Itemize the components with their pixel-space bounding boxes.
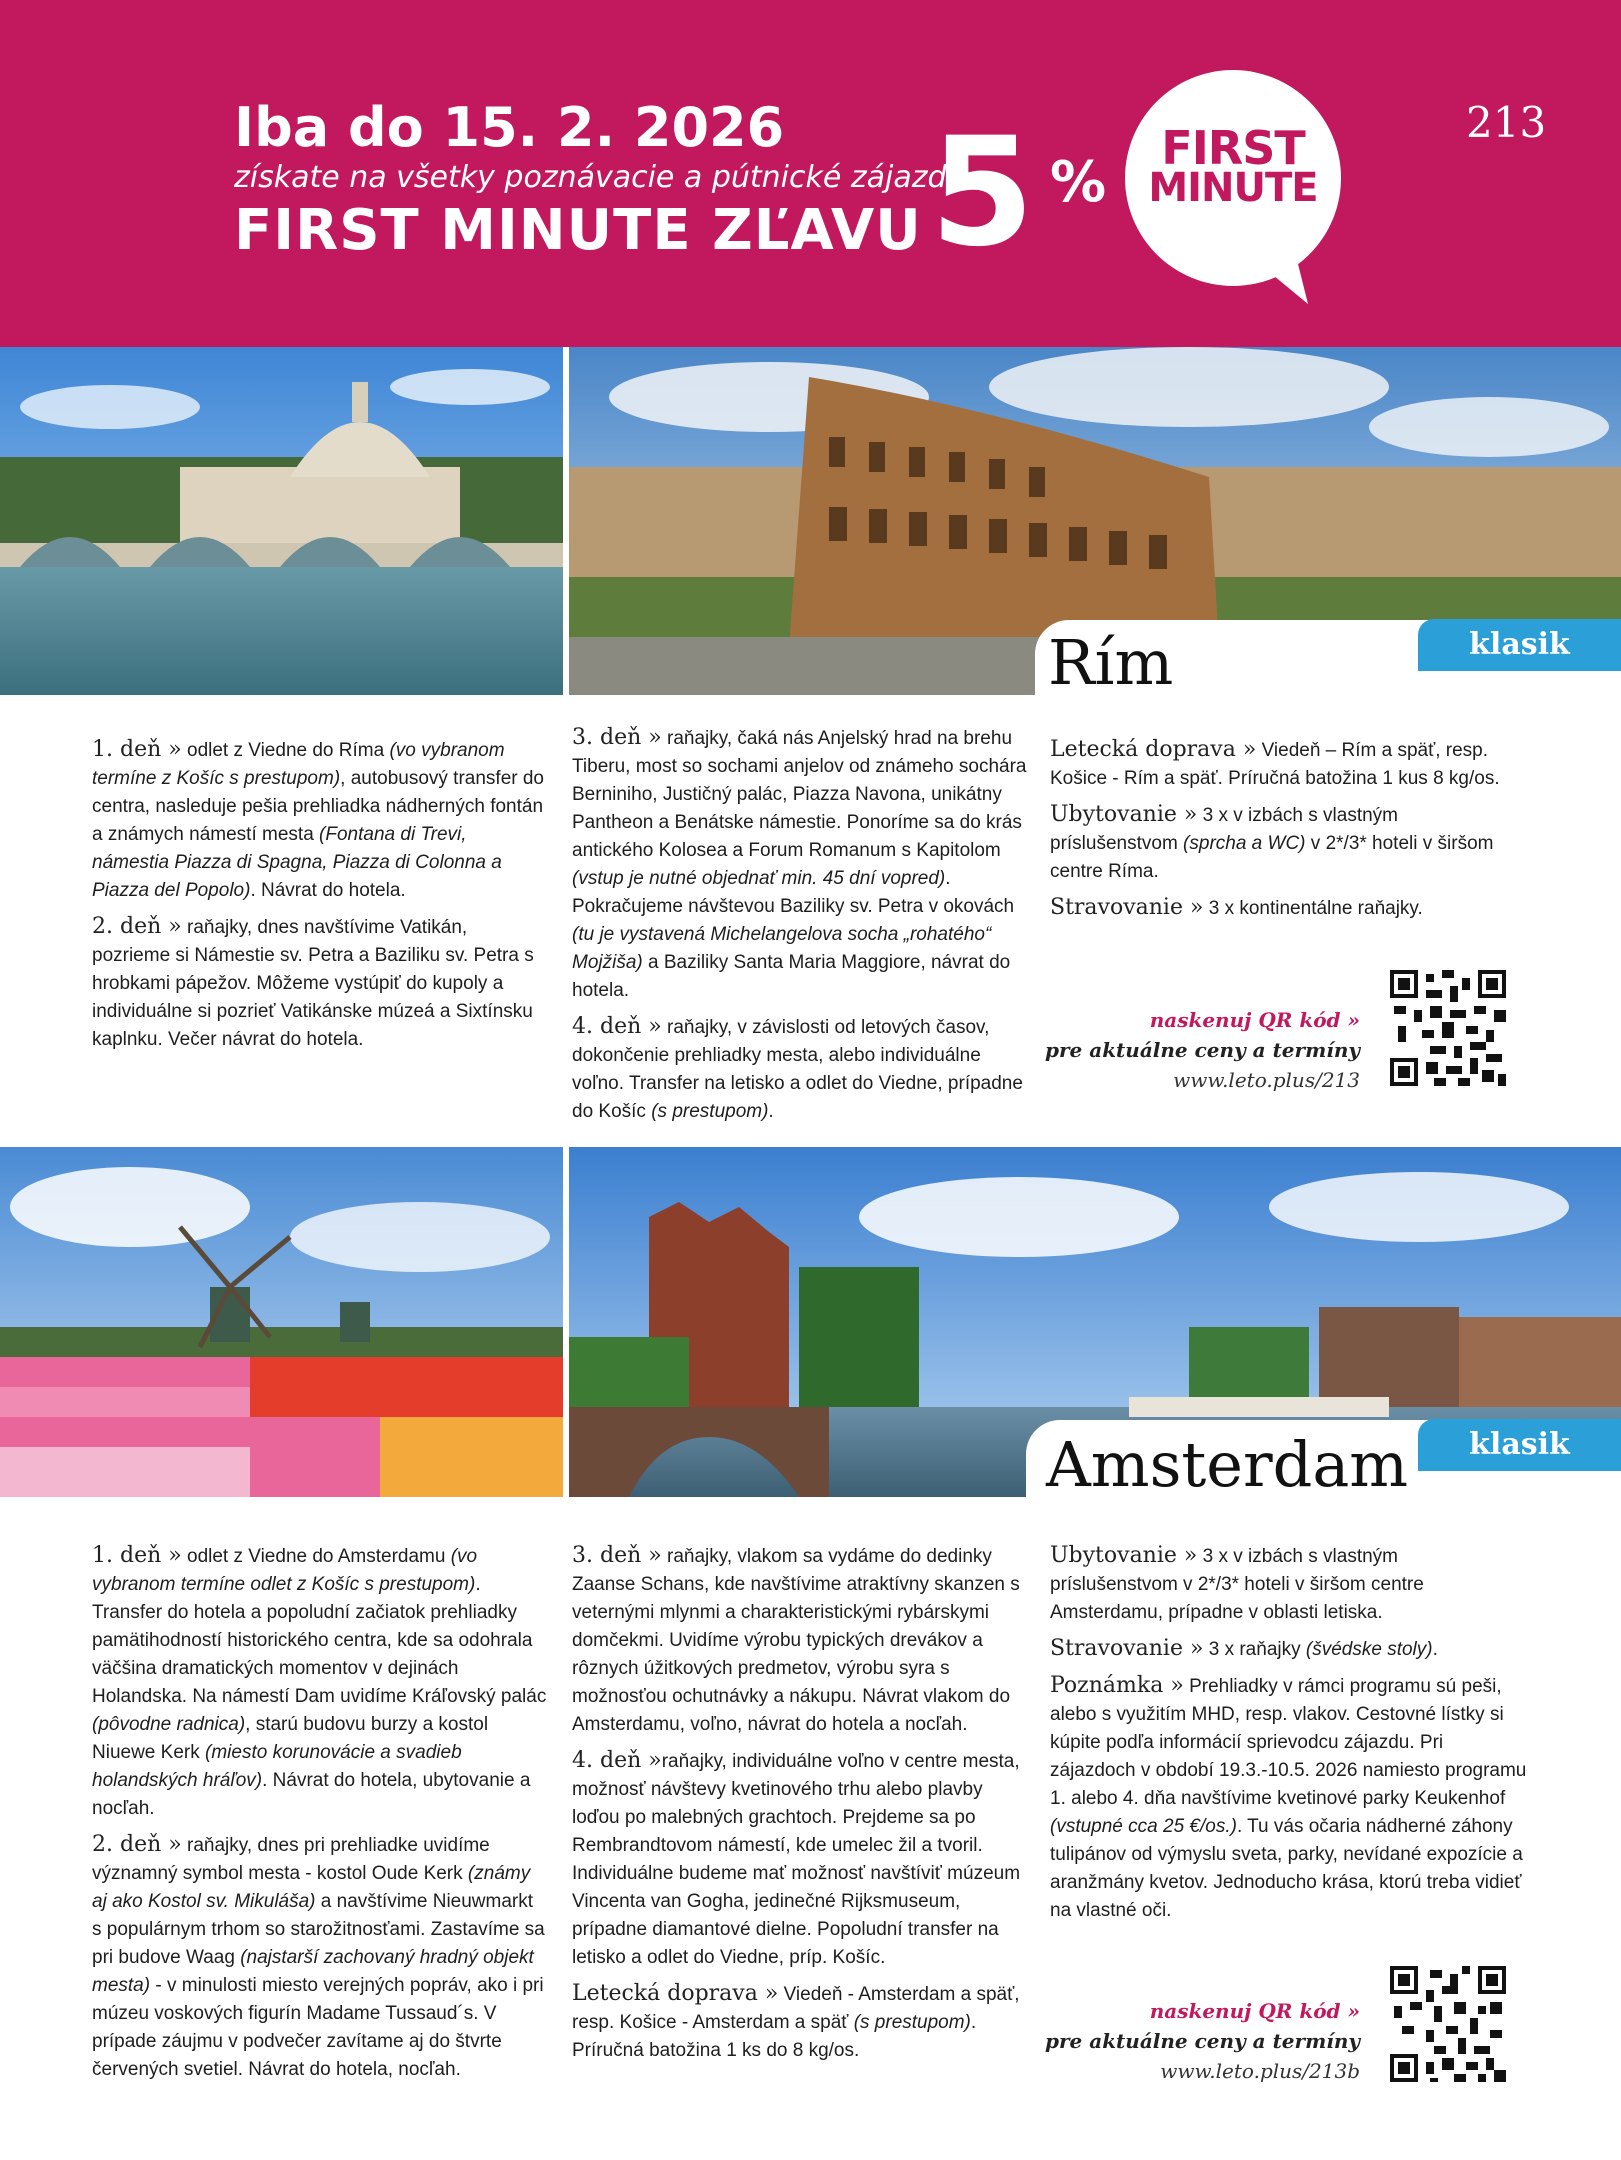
- rim-day2: 2. deň » raňajky, dnes navštívime Vatikán, pozrieme si Námestie sv. Petra a Baziliku sv. Petra s hrobkami pápežov. Môžeme vystúpiť do kupoly a individuálne si pozrieť Vatikánske múzeá a Sixtínsku kaplnku. Večer návrat do hotela.: [92, 914, 534, 1050]
- amsterdam-day3: 3. deň » raňajky, vlakom sa vydáme do dedinky Zaanse Schans, kde navštívime atraktívny skanzen s veternými mlynmi a charakteristickými rybárskymi domčekmi. Uvidíme výrobu typických drevákov a rôznych úžitkových predmetov, výrobu syra s možnosťou ochutnávky a nákupu. Návrat vlakom do Amsterdamu, voľno, návrat do hotela a nocľah.: [572, 1543, 1020, 1735]
- amsterdam-column-2: [572, 1542, 1032, 2073]
- first-minute-badge-text: FIRST MINUTE: [1148, 121, 1318, 211]
- rim-stravovanie: Stravovanie » 3 x kontinentálne raňajky.: [1050, 895, 1423, 920]
- photo-vatican-bridge: [0, 347, 563, 695]
- amsterdam-column-1: [92, 1542, 547, 2092]
- offer-subtitle: získate na všetky poznávacie a pútnické zájazdy: [234, 160, 965, 195]
- first-minute-banner: [0, 0, 1621, 347]
- amsterdam-doprava: Letecká doprava » Viedeň - Amsterdam a späť, resp. Košice - Amsterdam a späť (s prestupom). Príručná batožina 1 ks do 8 kg/os.: [572, 1981, 1020, 2061]
- amsterdam-ubytovanie: Ubytovanie » 3 x v izbách s vlastným príslušenstvom v 2*/3* hoteli v širšom centre Amsterdamu, prípadne v oblasti letiska.: [1050, 1543, 1424, 1623]
- rim-column-1: [92, 736, 547, 1062]
- rim-day4: 4. deň » raňajky, v závislosti od letových časov, dokončenie prehliadky mesta, alebo individuálne voľno. Transfer na letisko a odlet do Viedne, prípadne do Košíc (s prestupom).: [572, 1014, 1023, 1122]
- rim-column-3: [1050, 736, 1530, 931]
- rim-title: Rím: [1048, 626, 1174, 699]
- rim-klasik-tag: klasik: [1418, 619, 1621, 671]
- amsterdam-poznamka: Poznámka » Prehliadky v rámci programu sú peši, alebo s využitím MHD, resp. vlakov. Cestovné lístky si kúpite podľa informácií sprievodcu zájazdu. Pri zájazdoch v období 19.3.-10.5. 2026 namiesto programu 1. alebo 4. dňa navštívime kvetinové parky Keukenhof (vstupné cca 25 €/os.). Tu vás očaria nádherné záhony tulipánov od výmyslu sveta, parky, nevídané expozície a aranžmány kvetov. Jednoducho krása, ktorú treba vidieť na vlastné oči.: [1050, 1673, 1527, 1921]
- photo-tulip-windmills: [0, 1147, 563, 1497]
- amsterdam-klasik-tag: klasik: [1418, 1419, 1621, 1471]
- rim-column-2: [572, 724, 1032, 1134]
- amsterdam-day1: 1. deň » odlet z Viedne do Amsterdamu (vo vybranom termíne odlet z Košíc s prestupom). Transfer do hotela a popoludní začiatok prehliadky pamätihodností historického centra, kde sa odohrala väčšina dramatických momentov v dejinách Holandska. Na námestí Dam uvidíme Kráľovský palác (pôvodne radnica), starú budovu burzy a kostol Niuewe Kerk (miesto korunovácie a svadieb holandských hráľov). Návrat do hotela, ubytovanie a nocľah.: [92, 1543, 547, 1819]
- rim-ubytovanie: Ubytovanie » 3 x v izbách s vlastným príslušenstvom (sprcha a WC) v 2*/3* hoteli v širšom centre Ríma.: [1050, 802, 1494, 882]
- discount-number: 5: [930, 106, 1029, 280]
- amsterdam-qr-caption: naskenuj QR kód » pre aktuálne ceny a termíny www.leto.plus/213b: [1000, 1996, 1360, 2086]
- amsterdam-stravovanie: Stravovanie » 3 x raňajky (švédske stoly).: [1050, 1636, 1438, 1661]
- rim-qr-url[interactable]: www.leto.plus/213: [1173, 1068, 1360, 1092]
- amsterdam-qr-code-icon[interactable]: [1390, 1966, 1506, 2082]
- rim-day1: 1. deň » odlet z Viedne do Ríma (vo vybranom termíne z Košíc s prestupom), autobusový transfer do centra, nasleduje pešia prehliadka nádherných fontán a známych námestí mesta (Fontana di Trevi, námestia Piazza di Spagna, Piazza di Colonna a Piazza del Popolo). Návrat do hotela.: [92, 737, 544, 901]
- amsterdam-day4: 4. deň »raňajky, individuálne voľno v centre mesta, možnosť návštevy kvetinového trhu alebo plavby loďou po malebných grachtoch. Prejdeme sa po Rembrandtovom námestí, kde umelec žil a tvoril. Individuálne budeme mať možnosť navštíviť múzeum Vincenta van Gogha, jedinečné Rijksmuseum, prípadne diamantové dielne. Popoludní transfer na letisko a odlet do Viedne, príp. Košíc.: [572, 1748, 1021, 1968]
- offer-deadline: Iba do 15. 2. 2026: [234, 96, 785, 159]
- rim-day3: 3. deň » raňajky, čaká nás Anjelský hrad na brehu Tiberu, most so sochami anjelov od známeho sochára Berniniho, Justičný palác, Piazza Navona, unikátny Pantheon a Benátske námestie. Ponoríme sa do krás antického Kolosea a Forum Romanum s Kapitolom (vstup je nutné objednať min. 45 dní vopred). Pokračujeme návštevou Baziliky sv. Petra v okovách (tu je vystavená Michelangelova socha „rohatého“ Mojžiša) a Baziliky Santa Maria Maggiore, návrat do hotela.: [572, 725, 1027, 1001]
- rim-qr-caption: naskenuj QR kód » pre aktuálne ceny a termíny www.leto.plus/213: [1000, 1005, 1360, 1095]
- rim-qr-code-icon[interactable]: [1390, 970, 1506, 1086]
- amsterdam-column-3: [1050, 1542, 1530, 1933]
- amsterdam-qr-url[interactable]: www.leto.plus/213b: [1160, 2059, 1360, 2083]
- discount-percent-sign: %: [1050, 150, 1107, 215]
- amsterdam-title: Amsterdam: [1046, 1428, 1409, 1501]
- page-number: 213: [1466, 98, 1547, 147]
- offer-headline: FIRST MINUTE ZĽAVU: [234, 198, 922, 263]
- amsterdam-day2: 2. deň » raňajky, dnes pri prehliadke uvidíme významný symbol mesta - kostol Oude Kerk (známy aj ako Kostol sv. Mikuláša) a navštívime Nieuwmarkt s populárnym trhom so starožitnosťami. Zastavíme sa pri budove Waag (najstarší zachovaný hradný objekt mesta) - v minulosti miesto verejných popráv, ako i pri múzeu voskových figurín Madame Tussaud´s. V prípade záujmu v podvečer zavítame aj do štvrte červených svetiel. Návrat do hotela, nocľah.: [92, 1832, 545, 2080]
- rim-doprava: Letecká doprava » Viedeň – Rím a späť, resp. Košice - Rím a späť. Príručná batožina 1 kus 8 kg/os.: [1050, 737, 1500, 789]
